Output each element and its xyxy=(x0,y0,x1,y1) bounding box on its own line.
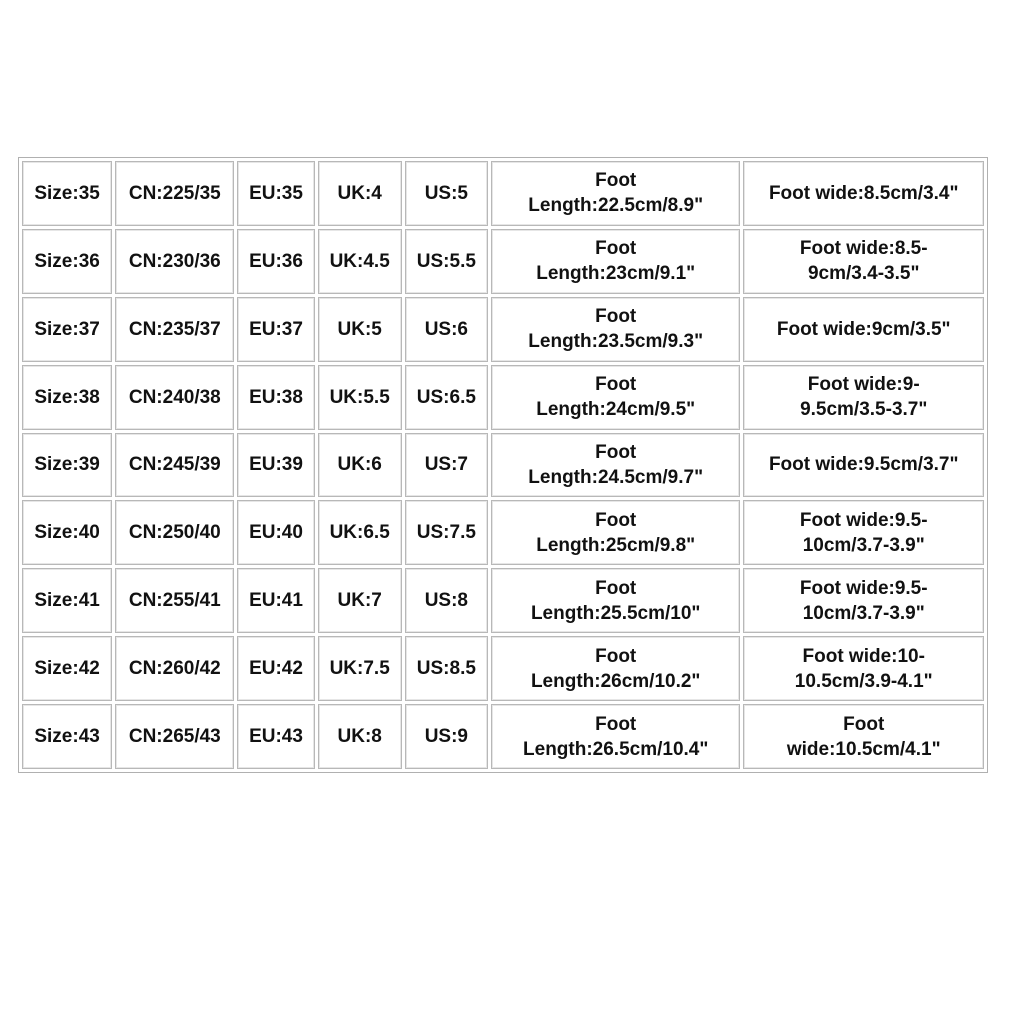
us-size-cell: US:8.5 xyxy=(405,636,488,701)
foot-length-cell-line-2: Length:23cm/9.1" xyxy=(536,263,696,285)
size-cell: Size:42 xyxy=(22,636,112,701)
foot-length-cell-line-2: Length:26cm/10.2" xyxy=(530,670,701,692)
foot-length-cell xyxy=(491,433,741,498)
foot-width-cell xyxy=(743,704,984,769)
foot-width-cell-line-1: Foot xyxy=(843,713,885,735)
eu-size-cell: EU:39 xyxy=(237,433,314,498)
foot-length-cell-line-2: Length:24.5cm/9.7" xyxy=(528,466,704,488)
foot-width-cell xyxy=(743,297,984,362)
foot-width-cell-line-1: Foot wide:9.5cm/3.7" xyxy=(768,454,959,476)
foot-length-cell-line-2: Length:25.5cm/10" xyxy=(530,602,701,624)
cn-size-cell: CN:230/36 xyxy=(115,229,234,294)
foot-width-cell-line-1: Foot wide:9- xyxy=(807,374,920,396)
uk-size-cell: UK:8 xyxy=(318,704,402,769)
size-cell: Size:40 xyxy=(22,500,112,565)
us-size-cell: US:7.5 xyxy=(405,500,488,565)
size-row xyxy=(22,297,984,362)
eu-size-cell: EU:41 xyxy=(237,568,314,633)
foot-length-cell-line-1: Foot xyxy=(595,645,637,667)
size-row xyxy=(22,365,984,430)
uk-size-cell: UK:5.5 xyxy=(318,365,402,430)
size-cell: Size:43 xyxy=(22,704,112,769)
us-size-cell: US:6 xyxy=(405,297,488,362)
foot-width-cell-line-1: Foot wide:8.5cm/3.4" xyxy=(768,182,959,204)
cn-size-cell: CN:225/35 xyxy=(115,161,234,226)
foot-width-cell-line-2: 9.5cm/3.5-3.7" xyxy=(800,399,928,421)
size-row xyxy=(22,636,984,701)
us-size-cell: US:5 xyxy=(405,161,488,226)
foot-width-cell-line-2: 10cm/3.7-3.9" xyxy=(802,534,925,556)
uk-size-cell: UK:7.5 xyxy=(318,636,402,701)
foot-length-cell-line-2: Length:26.5cm/10.4" xyxy=(523,738,709,760)
foot-width-cell-line-2: 9cm/3.4-3.5" xyxy=(807,263,920,285)
foot-length-cell-line-1: Foot xyxy=(595,238,637,260)
foot-length-cell xyxy=(491,297,741,362)
foot-width-cell-line-2: 10.5cm/3.9-4.1" xyxy=(794,670,933,692)
size-cell: Size:36 xyxy=(22,229,112,294)
size-cell: Size:35 xyxy=(22,161,112,226)
size-row xyxy=(22,568,984,633)
foot-width-cell xyxy=(743,500,984,565)
uk-size-cell: UK:6 xyxy=(318,433,402,498)
foot-width-cell-line-2: wide:10.5cm/4.1" xyxy=(786,738,941,760)
size-chart-table xyxy=(18,157,988,773)
uk-size-cell: UK:4.5 xyxy=(318,229,402,294)
foot-length-cell-line-2: Length:22.5cm/8.9" xyxy=(528,195,704,217)
size-cell: Size:38 xyxy=(22,365,112,430)
us-size-cell: US:8 xyxy=(405,568,488,633)
foot-length-cell-line-1: Foot xyxy=(595,374,637,396)
size-row xyxy=(22,161,984,226)
cn-size-cell: CN:240/38 xyxy=(115,365,234,430)
eu-size-cell: EU:35 xyxy=(237,161,314,226)
cn-size-cell: CN:245/39 xyxy=(115,433,234,498)
foot-width-cell xyxy=(743,636,984,701)
foot-width-cell-line-2: 10cm/3.7-3.9" xyxy=(802,602,925,624)
cn-size-cell: CN:250/40 xyxy=(115,500,234,565)
cn-size-cell: CN:265/43 xyxy=(115,704,234,769)
size-cell: Size:37 xyxy=(22,297,112,362)
foot-width-cell-line-1: Foot wide:9.5- xyxy=(799,577,928,599)
size-cell: Size:39 xyxy=(22,433,112,498)
foot-length-cell xyxy=(491,636,741,701)
eu-size-cell: EU:38 xyxy=(237,365,314,430)
eu-size-cell: EU:40 xyxy=(237,500,314,565)
foot-width-cell xyxy=(743,433,984,498)
foot-width-cell-line-1: Foot wide:8.5- xyxy=(799,238,928,260)
uk-size-cell: UK:6.5 xyxy=(318,500,402,565)
size-row xyxy=(22,500,984,565)
foot-length-cell xyxy=(491,568,741,633)
size-row xyxy=(22,433,984,498)
size-cell: Size:41 xyxy=(22,568,112,633)
eu-size-cell: EU:43 xyxy=(237,704,314,769)
us-size-cell: US:7 xyxy=(405,433,488,498)
eu-size-cell: EU:42 xyxy=(237,636,314,701)
cn-size-cell: CN:255/41 xyxy=(115,568,234,633)
size-row xyxy=(22,704,984,769)
size-chart-rows xyxy=(22,161,984,769)
foot-length-cell xyxy=(491,365,741,430)
foot-width-cell xyxy=(743,568,984,633)
foot-length-cell-line-2: Length:25cm/9.8" xyxy=(536,534,696,556)
foot-length-cell xyxy=(491,500,741,565)
cn-size-cell: CN:260/42 xyxy=(115,636,234,701)
foot-length-cell-line-1: Foot xyxy=(595,441,637,463)
foot-length-cell xyxy=(491,229,741,294)
us-size-cell: US:6.5 xyxy=(405,365,488,430)
eu-size-cell: EU:36 xyxy=(237,229,314,294)
foot-width-cell-line-1: Foot wide:9cm/3.5" xyxy=(776,318,951,340)
foot-length-cell xyxy=(491,161,741,226)
us-size-cell: US:9 xyxy=(405,704,488,769)
eu-size-cell: EU:37 xyxy=(237,297,314,362)
foot-width-cell-line-1: Foot wide:10- xyxy=(802,645,925,667)
size-row xyxy=(22,229,984,294)
uk-size-cell: UK:5 xyxy=(318,297,402,362)
uk-size-cell: UK:4 xyxy=(318,161,402,226)
foot-length-cell-line-1: Foot xyxy=(595,509,637,531)
foot-width-cell xyxy=(743,161,984,226)
foot-width-cell xyxy=(743,365,984,430)
foot-length-cell-line-1: Foot xyxy=(595,170,637,192)
foot-width-cell-line-1: Foot wide:9.5- xyxy=(799,509,928,531)
cn-size-cell: CN:235/37 xyxy=(115,297,234,362)
uk-size-cell: UK:7 xyxy=(318,568,402,633)
foot-length-cell-line-2: Length:23.5cm/9.3" xyxy=(528,331,704,353)
us-size-cell: US:5.5 xyxy=(405,229,488,294)
foot-length-cell-line-1: Foot xyxy=(595,577,637,599)
foot-length-cell-line-2: Length:24cm/9.5" xyxy=(536,399,696,421)
foot-length-cell xyxy=(491,704,741,769)
foot-length-cell-line-1: Foot xyxy=(595,713,637,735)
foot-length-cell-line-1: Foot xyxy=(595,306,637,328)
foot-width-cell xyxy=(743,229,984,294)
